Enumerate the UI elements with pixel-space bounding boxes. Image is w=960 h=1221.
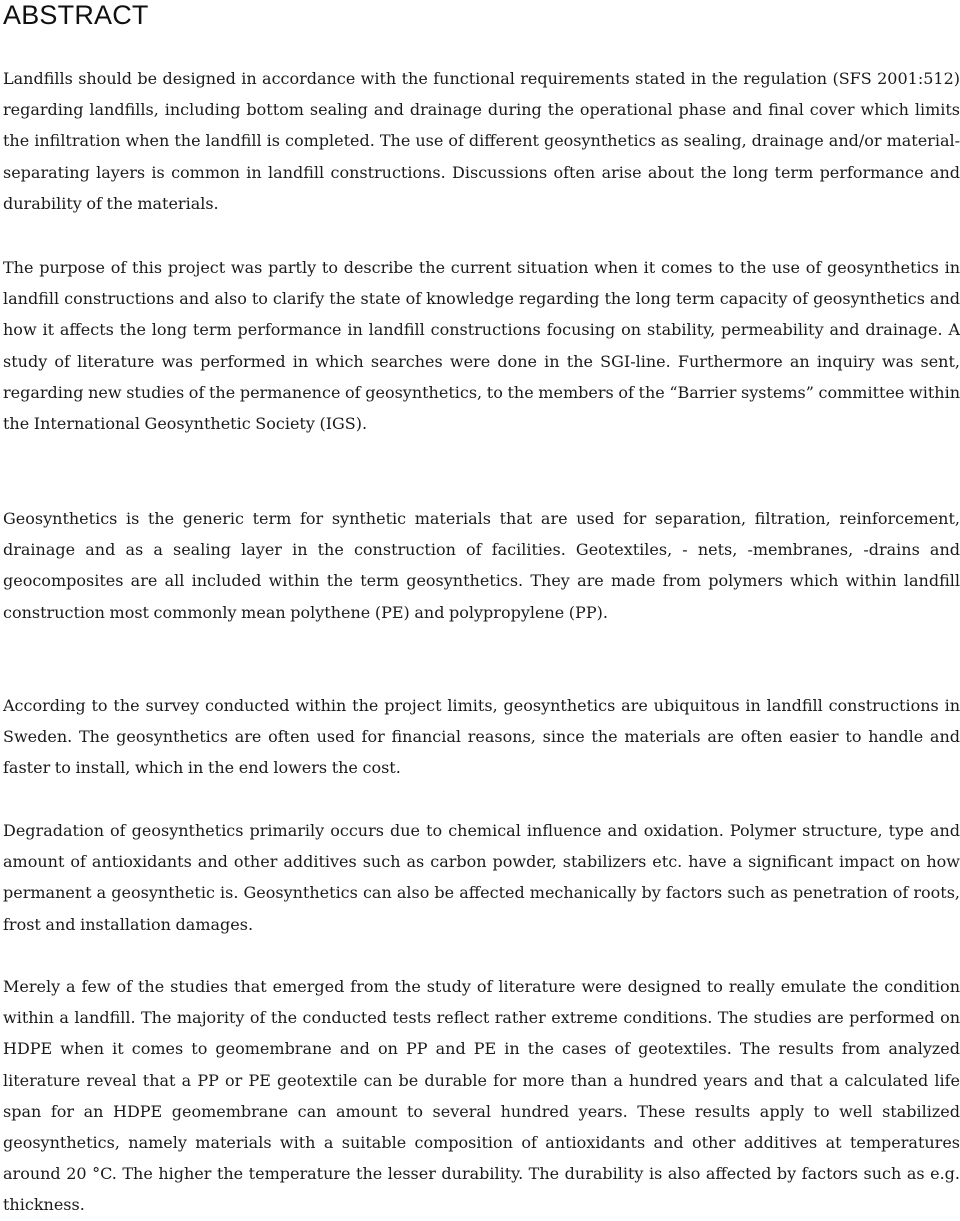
- abstract-paragraph-3: Geosynthetics is the generic term for synthetic materials that are used for separation, filtration, reinforcement, drainage and as a sealing layer in the construction of facilities. Geotextiles, - nets, -membranes, -drains and geocomposites are all included within the term geosynthetics. They are made from polymers which within landfill construction most commonly mean polythene (PE) and polypropylene (PP).: [3, 509, 960, 622]
- abstract-paragraph-5: Degradation of geosynthetics primarily occurs due to chemical influence and oxidation. Polymer structure, type and amount of antioxidants and other additives such as carbon powder, stabilizers etc. have a significant impact on how permanent a geosynthetic is. Geosynthetics can also be affected mechanically by factors such as penetration of roots, frost and installation damages.: [3, 821, 960, 934]
- abstract-paragraph-1: Landfills should be designed in accordance with the functional requirements stated in the regulation (SFS 2001:512) regarding landfills, including bottom sealing and drainage during the operational phase and final cover which limits the infiltration when the landfill is completed. The use of different geosynthetics as sealing, drainage and/or material-separating layers is common in landfill constructions. Discussions often arise about the long term performance and durability of the materials.: [3, 69, 960, 213]
- abstract-paragraph-4: According to the survey conducted within the project limits, geosynthetics are ubiquitous in landfill constructions in Sweden. The geosynthetics are often used for financial reasons, since the materials are often easier to handle and faster to install, which in the end lowers the cost.: [3, 696, 960, 778]
- document-page: [3, 0, 960, 1215]
- section-heading: ABSTRACT: [3, 0, 149, 30]
- abstract-paragraph-6: Merely a few of the studies that emerged from the study of literature were designed to really emulate the condition within a landfill. The majority of the conducted tests reflect rather extreme conditions. The studies are performed on HDPE when it comes to geomembrane and on PP and PE in the cases of geotextiles. The results from analyzed literature reveal that a PP or PE geotextile can be durable for more than a hundred years and that a calculated life span for an HDPE geomembrane can amount to several hundred years. These results apply to well stabilized geosynthetics, namely materials with a suitable composition of antioxidants and other additives at temperatures around 20 °C. The higher the temperature the lesser durability. The durability is also affected by factors such as e.g. thickness.: [3, 977, 960, 1215]
- abstract-paragraph-2: The purpose of this project was partly to describe the current situation when it comes to the use of geosynthetics in landfill constructions and also to clarify the state of knowledge regarding the long term capacity of geosynthetics and how it affects the long term performance in landfill constructions focusing on stability, permeability and drainage. A study of literature was performed in which searches were done in the SGI-line. Furthermore an inquiry was sent, regarding new studies of the permanence of geosynthetics, to the members of the “Barrier systems” committee within the International Geosynthetic Society (IGS).: [3, 258, 960, 434]
